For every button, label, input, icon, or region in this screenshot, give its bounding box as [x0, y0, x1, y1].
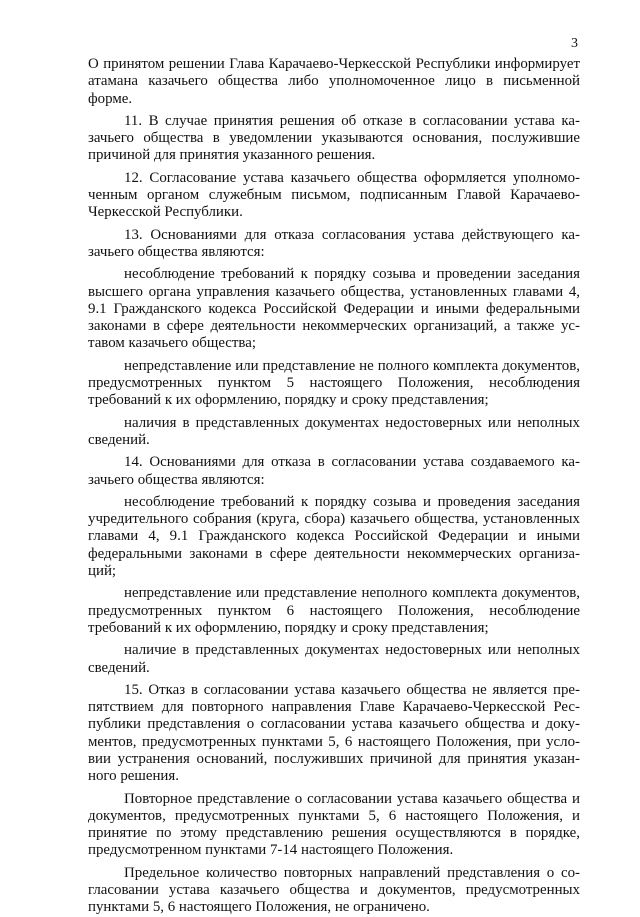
paragraph-item-14: 14. Основаниями для отказа в согласовании устава создаваемого казачьего общества являются: [88, 454, 580, 488]
paragraph-item-14-ground-3: наличие в представленных документах недостоверных или неполных сведений. [88, 642, 580, 676]
paragraph-repeat-submission: Повторное представление о согласовании устава казачьего общества и документов, предусмотренных пунктами 5, 6 настоящего Положения, и принятие по этому представлению решения осуществляются в порядке, предусмотренном пунктами 7-14 настоящего Положения. [88, 790, 580, 859]
paragraph-item-15: 15. Отказ в согласовании устава казачьего общества не является препятствием для повторного направления Главе Карачаево-Черкесской Республики представления о согласовании устава казачьего общества и документов, предусмотренных пунктами 5, 6 настоящего Положения, при условии устранения оснований, послуживших причиной для принятия указанного решения. [88, 681, 580, 785]
paragraph-intro: О принятом решении Глава Карачаево-Черкесской Республики информирует атамана казачьего общества либо уполномоченное лицо в письменной форме. [88, 56, 580, 107]
paragraph-item-14-ground-2: непредставление или представление неполного комплекта документов, предусмотренных пунктом 6 настоящего Положения, несоблюдение требований к их оформлению, порядку и сроку представления; [88, 585, 580, 636]
paragraph-item-13-ground-2: непредставление или представление не полного комплекта документов, предусмотренных пунктом 5 настоящего Положения, несоблюдения требований к их оформлению, порядку и сроку представления; [88, 357, 580, 409]
paragraph-item-13-ground-3: наличия в представленных документах недостоверных или неполных сведений. [88, 414, 580, 448]
paragraph-item-13-ground-1: несоблюдение требований к порядку созыва и проведении заседания высшего органа управления казачьего общества, установленных главами 4, 9.1 Гражданского кодекса Российской Федерации и иными федеральными законами в сфере деятельности некоммерческих организаций, а также уставом казачьего общества; [88, 266, 580, 352]
paragraph-item-11: 11. В случае принятия решения об отказе в согласовании устава казачьего общества в уведомлении указываются основания, послужившие причиной для принятия указанного решения. [88, 112, 580, 164]
page-number: 3 [571, 36, 578, 51]
document-body [88, 56, 580, 917]
paragraph-item-14-ground-1: несоблюдение требований к порядку созыва и проведения заседания учредительного собрания (круга, сбора) казачьего общества, установленных главами 4, 9.1 Гражданского кодекса Российской Федерации и иными федеральными законами в сфере деятельности некоммерческих организаций; [88, 493, 580, 580]
paragraph-item-12: 12. Согласование устава казачьего общества оформляется уполномоченным органом служебным письмом, подписанным Главой Карачаево-Черкесской Республики. [88, 169, 580, 221]
paragraph-repeat-limit: Предельное количество повторных направлений представления о согласовании устава казачьего общества и документов, предусмотренных пунктами 5, 6 настоящего Положения, не ограничено. [88, 864, 580, 916]
paragraph-item-13: 13. Основаниями для отказа согласования устава действующего казачьего общества являются: [88, 226, 580, 260]
